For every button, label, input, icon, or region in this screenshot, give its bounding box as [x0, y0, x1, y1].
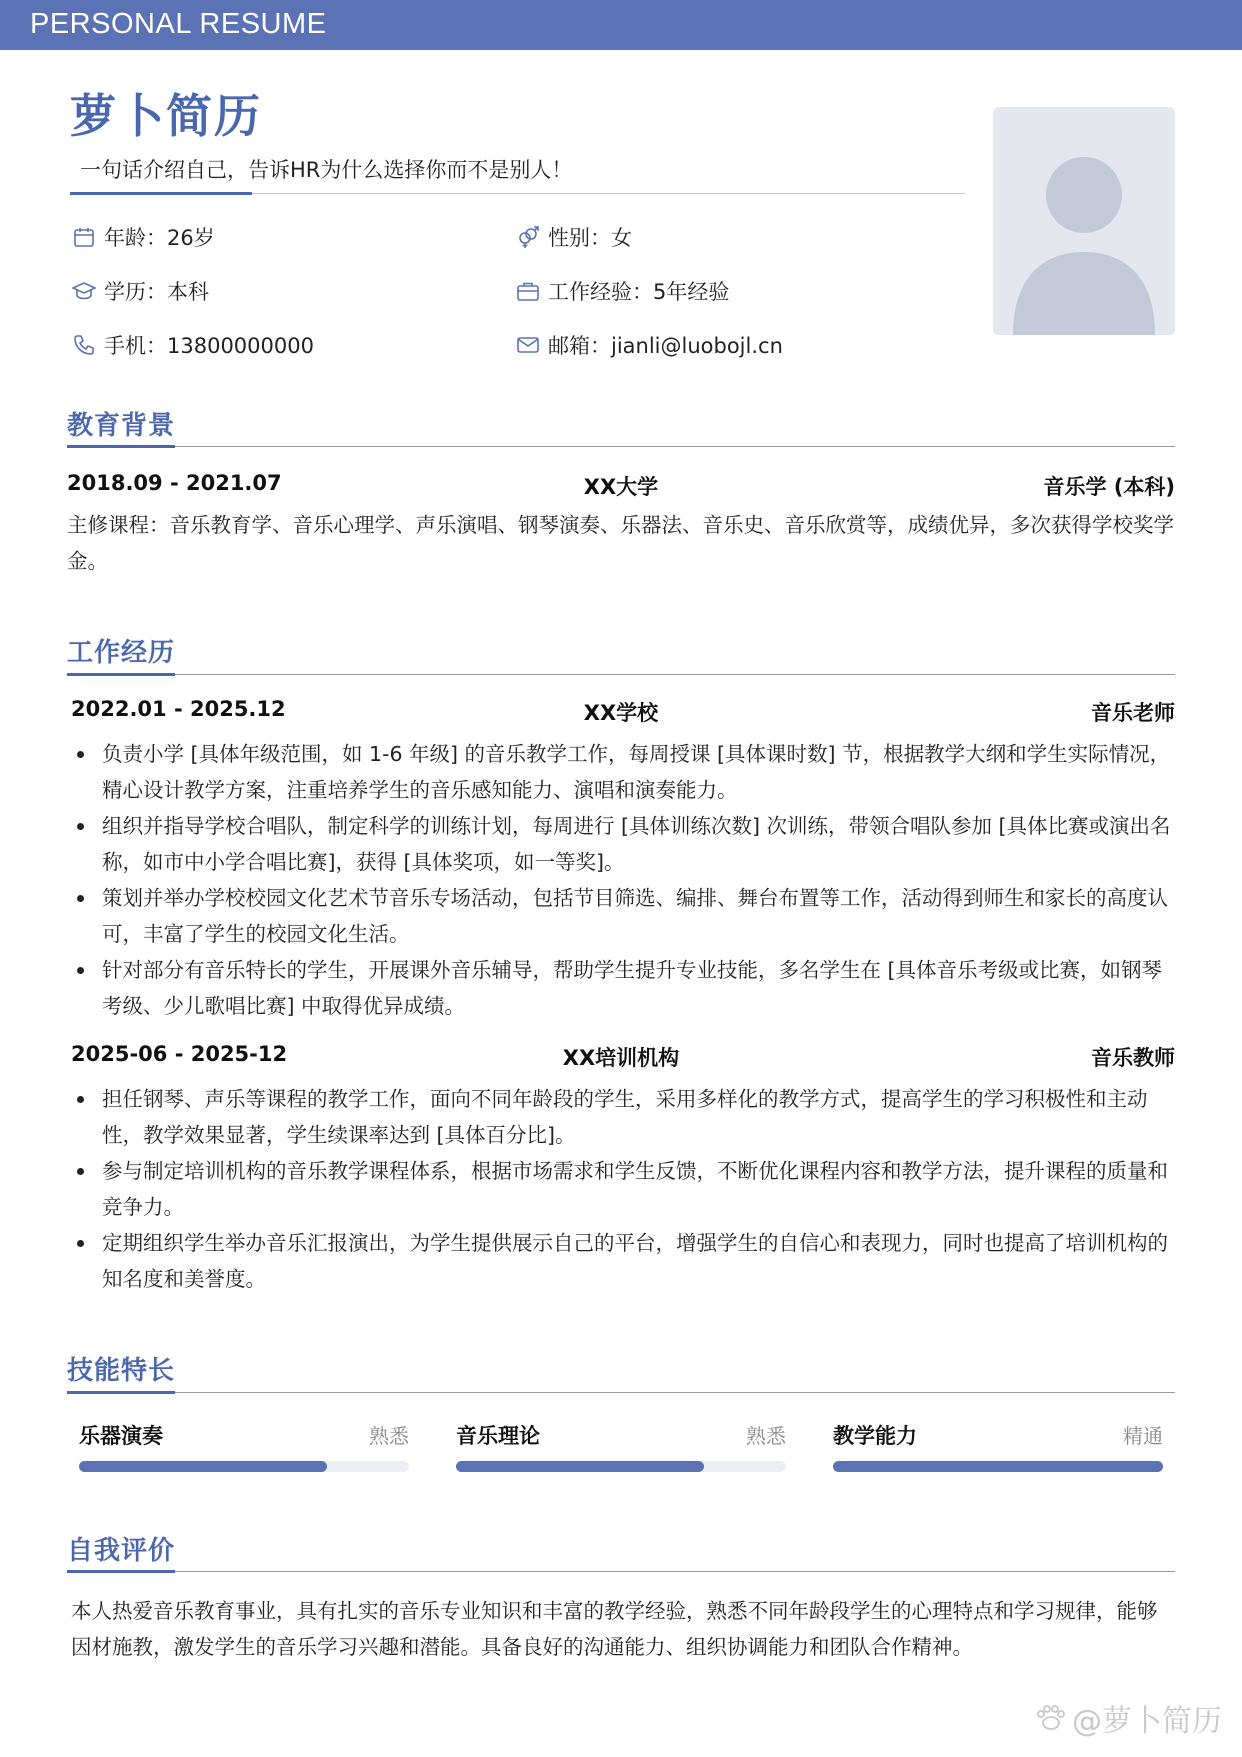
- skill-level: 熟悉: [746, 1424, 786, 1448]
- gender-text: 性别：女: [548, 226, 632, 250]
- section-divider: [67, 446, 1175, 447]
- list-item: 参与制定培训机构的音乐教学课程体系，根据市场需求和学生反馈，不断优化课程内容和教学方法，提升课程的质量和竞争力。: [67, 1153, 1175, 1225]
- gender-icon: [516, 225, 540, 249]
- list-item: 针对部分有音乐特长的学生，开展课外音乐辅导，帮助学生提升专业技能，多名学生在 [具体音乐考级或比赛，如钢琴考级、少儿歌唱比赛] 中取得优异成绩。: [67, 952, 1175, 1024]
- list-item: 组织并指导学校合唱队，制定科学的训练计划，每周进行 [具体训练次数] 次训练，带领合唱队参加 [具体比赛或演出名称，如市中小学合唱比赛]，获得 [具体奖项，如一等奖]。: [67, 808, 1175, 880]
- job-role: 音乐教师: [1091, 1046, 1175, 1070]
- skill-bar-fill: [79, 1461, 327, 1472]
- tagline-divider-accent: [70, 192, 252, 195]
- section-divider: [67, 674, 1175, 675]
- phone-text: 手机：13800000000: [104, 334, 314, 358]
- info-experience: [516, 276, 729, 306]
- job-period: 2022.01 - 2025.12: [71, 697, 286, 721]
- skill-bar-fill: [833, 1461, 1163, 1472]
- skill-name: 音乐理论: [456, 1424, 540, 1448]
- education-desc: 主修课程：音乐教育学、音乐心理学、声乐演唱、钢琴演奏、乐器法、音乐史、音乐欣赏等，成绩优异，多次获得学校奖学金。: [67, 513, 1174, 573]
- section-title-skills: 技能特长: [67, 1356, 176, 1386]
- info-education: [72, 276, 209, 306]
- section-divider: [67, 1392, 1175, 1393]
- tagline: 一句话介绍自己，告诉HR为什么选择你而不是别人！: [80, 158, 573, 182]
- avatar-placeholder-icon: [993, 107, 1175, 335]
- skill-item: [456, 1420, 786, 1470]
- watermark-text: @萝卜简历: [1072, 1704, 1222, 1739]
- list-item: 担任钢琴、声乐等课程的教学工作，面向不同年龄段的学生，采用多样化的教学方式，提高学生的学习积极性和主动性，教学效果显著，学生续课率达到 [具体百分比]。: [67, 1081, 1175, 1153]
- skill-name: 乐器演奏: [79, 1424, 163, 1448]
- education-row: [67, 471, 1175, 501]
- skill-item: [79, 1420, 409, 1470]
- education-period: 2018.09 - 2021.07: [67, 471, 282, 495]
- section-title-work: 工作经历: [67, 638, 176, 668]
- skill-level: 精通: [1123, 1424, 1163, 1448]
- job-org: XX学校: [583, 701, 659, 725]
- section-divider: [67, 1571, 1175, 1572]
- phone-icon: [72, 333, 96, 357]
- skill-bar-track: [79, 1461, 409, 1472]
- info-phone: [72, 330, 314, 360]
- section-divider-accent: [67, 673, 175, 676]
- skill-item: [833, 1420, 1163, 1470]
- self-evaluation-text: 本人热爱音乐教育事业，具有扎实的音乐专业知识和丰富的教学经验，熟悉不同年龄段学生的心理特点和学习规律，能够因材施教，激发学生的音乐学习兴趣和潜能。具备良好的沟通能力、组织协调能力和团队合作精神。: [71, 1599, 1158, 1659]
- list-item: 策划并举办学校校园文化艺术节音乐专场活动，包括节目筛选、编排、舞台布置等工作，活动得到师生和家长的高度认可，丰富了学生的校园文化生活。: [67, 880, 1175, 952]
- age-text: 年龄：26岁: [104, 226, 215, 250]
- job-bullets: [67, 1081, 1175, 1297]
- section-title-self: 自我评价: [67, 1536, 176, 1566]
- job-row: [67, 697, 1175, 727]
- section-divider-accent: [67, 445, 175, 448]
- skill-level: 熟悉: [369, 1424, 409, 1448]
- skill-bar-fill: [456, 1461, 704, 1472]
- job-org: XX培训机构: [562, 1046, 680, 1070]
- info-gender: [516, 222, 632, 252]
- graduation-cap-icon: [72, 279, 96, 303]
- watermark: [1034, 1696, 1222, 1740]
- resume-name: 萝卜简历: [70, 89, 262, 143]
- job-period: 2025-06 - 2025-12: [71, 1042, 288, 1066]
- skill-bar-track: [833, 1461, 1163, 1472]
- job-role: 音乐老师: [1091, 701, 1175, 725]
- section-divider-accent: [67, 1570, 175, 1573]
- info-email: [516, 330, 783, 360]
- skill-name: 教学能力: [833, 1424, 917, 1448]
- skill-bar-track: [456, 1461, 786, 1472]
- list-item: 定期组织学生举办音乐汇报演出，为学生提供展示自己的平台，增强学生的自信心和表现力，同时也提高了培训机构的知名度和美誉度。: [67, 1225, 1175, 1297]
- banner-title: PERSONAL RESUME: [30, 8, 327, 40]
- info-age: [72, 222, 215, 252]
- experience-text: 工作经验：5年经验: [548, 280, 730, 304]
- section-title-education: 教育背景: [67, 411, 176, 441]
- section-divider-accent: [67, 1391, 175, 1394]
- calendar-icon: [72, 225, 96, 249]
- education-major: 音乐学 (本科): [1043, 475, 1175, 499]
- header-banner: [0, 0, 1242, 50]
- paw-icon: [1034, 1703, 1068, 1733]
- education-text: 学历：本科: [104, 280, 209, 304]
- email-text: 邮箱：jianli@luobojl.cn: [548, 334, 783, 358]
- job-row: [67, 1042, 1175, 1072]
- mail-icon: [516, 333, 540, 357]
- briefcase-icon: [516, 279, 540, 303]
- list-item: 负责小学 [具体年级范围，如 1-6 年级] 的音乐教学工作，每周授课 [具体课时数] 节，根据教学大纲和学生实际情况，精心设计教学方案，注重培养学生的音乐感知能力、演唱和演奏能力。: [67, 736, 1175, 808]
- job-bullets: [67, 736, 1175, 1024]
- education-school: XX大学: [583, 475, 659, 499]
- profile-photo: [993, 107, 1175, 335]
